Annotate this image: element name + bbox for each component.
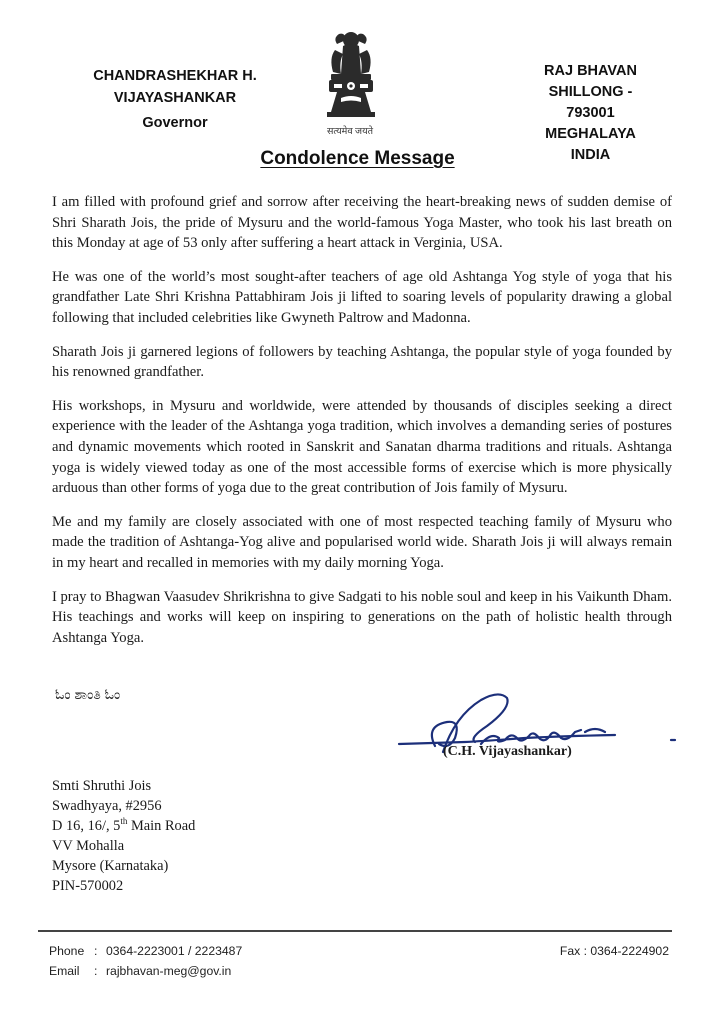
- fax-value: 0364-2224902: [590, 944, 669, 958]
- fax-info: Fax : 0364-2224902: [559, 944, 669, 958]
- letter-body: [52, 192, 672, 661]
- recipient-line: PIN-570002: [52, 878, 124, 894]
- paragraph: He was one of the world’s most sought-after teachers of age old Ashtanga Yog style of yoga that his grandfather Late Shri Krishna Pattabhiram Jois ji lifted to soaring levels of popularity drawing a global following that included celebrities like Gwyneth Paltrow and Madonna.: [52, 268, 672, 326]
- separator: :: [94, 944, 98, 958]
- sender-designation: Governor: [142, 115, 208, 131]
- signer-name: (C.H. Vijayashankar): [443, 744, 572, 759]
- paragraph: Sharath Jois ji garnered legions of followers by teaching Ashtanga, the popular style of yoga founded by his renowned grandfather.: [52, 343, 672, 381]
- recipient-line: Swadhyaya, #2956: [52, 798, 162, 814]
- paragraph: Me and my family are closely associated with one of most respected teaching family of Mysuru who made the tradition of Ashtanga-Yog alive and popularised world wide. Sharath Jois ji will always remain in my heart and recalled in memories with my daily morning Yoga.: [52, 513, 672, 571]
- recipient-name: Smti Shruthi Jois: [52, 778, 152, 794]
- recipient-line-part: Main Road: [127, 818, 196, 834]
- fax-label: Fax: [559, 944, 581, 958]
- recipient-line: Mysore (Karnataka): [52, 858, 169, 874]
- footer-divider: [38, 930, 672, 932]
- phone-row: [49, 941, 669, 961]
- email-label: Email: [49, 964, 80, 978]
- blessing-text: ಓಂ ಶಾಂತಿ ಓಂ: [55, 686, 121, 702]
- recipient-line-sup: th: [120, 816, 128, 827]
- email-link[interactable]: rajbhavan-meg@gov.in: [106, 964, 232, 978]
- recipient-line: [52, 816, 195, 836]
- emblem-motto: सत्यमेव जयते: [327, 127, 373, 137]
- page-title: Condolence Message: [260, 148, 455, 169]
- address-line: SHILLONG - 793001: [548, 84, 633, 121]
- phone-value: 0364-2223001 / 2223487: [106, 944, 243, 958]
- email-row: [49, 961, 669, 981]
- paragraph: His workshops, in Mysuru and worldwide, were attended by thousands of disciples seeking a direct experience with the leader of the Ashtanga yoga tradition, which involves a demanding series of postures and dynamic movements which rooted in Sanskrit and Sanatan dharma traditions and rituals. Ashtanga yoga is widely viewed today as one of the most accessible forms of exercise which is more physically arduous than other forms of yoga due to the great contribution of Jois family of Mysuru.: [52, 397, 672, 497]
- signature-block: [395, 686, 705, 781]
- signature-icon: [395, 686, 705, 781]
- recipient-address: [52, 776, 195, 896]
- paragraph: I pray to Bhagwan Vaasudev Shrikrishna to give Sadgati to his noble soul and keep in his Vaikunth Dham. His teachings and works will keep on inspiring to generations on the path of holistic health through Ashtanga Yoga.: [52, 588, 673, 646]
- sender-block: [35, 65, 315, 134]
- sender-name: CHANDRASHEKHAR H. VIJAYASHANKAR: [93, 68, 257, 106]
- recipient-line: VV Mohalla: [52, 838, 125, 854]
- recipient-line-part: D 16, 16/, 5: [52, 818, 121, 834]
- phone-label: Phone: [49, 944, 85, 958]
- address-line: RAJ BHAVAN: [544, 63, 637, 79]
- address-line: MEGHALAYA: [545, 126, 636, 142]
- paragraph: I am filled with profound grief and sorrow after receiving the heart-breaking news of sudden demise of Shri Sharath Jois, the pride of Mysuru and the world-famous Yoga Master, who took his last breath on this Monday at age of 53 only after suffering a heart attack in Verginia, USA.: [52, 194, 672, 252]
- separator: :: [94, 964, 98, 978]
- footer-contact: [49, 941, 669, 981]
- address-line: INDIA: [570, 147, 611, 163]
